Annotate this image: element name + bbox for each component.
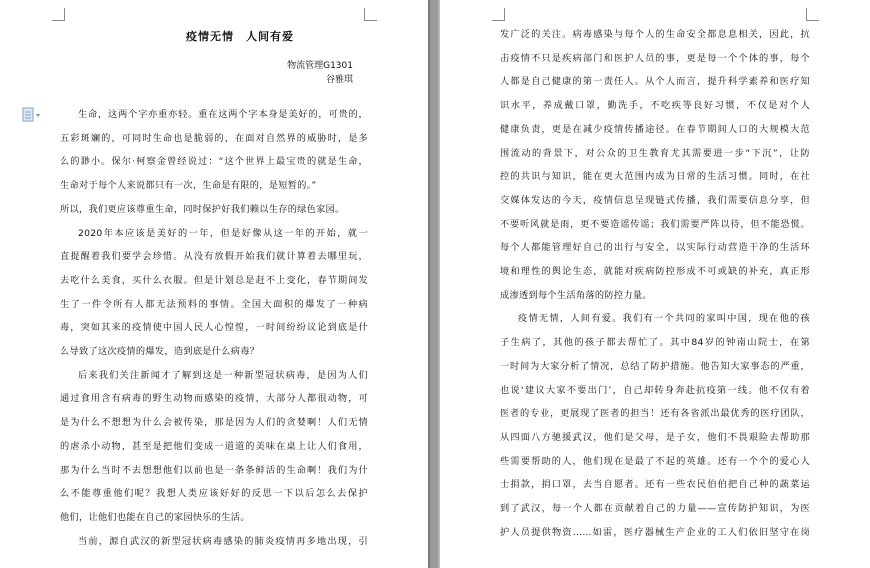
text-line: 么不能尊重他们呢？我想人类应该好好的反思一下以后怎么去保护: [60, 488, 368, 500]
text-line: 所以，我们更应该尊重生命，同时保护好我们赖以生存的绿色家园。: [60, 203, 345, 215]
text-line: 的虐杀小动物，甚至是把他们变成一道道的美味在桌上让人们食用，: [60, 440, 368, 452]
text-line: 护人员提供物资……如雷，医疗器械生产企业的工人们依旧坚守在岗: [500, 526, 810, 538]
text-line: 医者的专业，更展现了医者的担当！还有各省派出最优秀的医疗团队，: [500, 408, 810, 420]
text-line: 他们，让他们也能在自己的家园快乐的生活。: [60, 511, 250, 523]
text-line: 2020年本应该是美好的一年，但是好像从这一年的开始，就一: [78, 227, 368, 239]
text-line: 去吃什么美食，买什么衣服。但是计划总是赶不上变化，春节期间发: [60, 274, 368, 286]
text-line: 围流动的背景下，对公众的卫生教育尤其需要进一步“下沉”，让防: [500, 147, 810, 159]
text-line: 当前，源自武汉的新型冠状病毒感染的肺炎疫情再多地出现，引: [78, 535, 368, 547]
margin-corner-top-right: [806, 8, 819, 21]
text-line: 么的渺小。保尔·柯察金曾经说过：“这个世界上最宝贵的就是生命，: [60, 156, 368, 168]
paste-options-icon[interactable]: [22, 107, 42, 123]
text-line: 发广泛的关注。病毒感染与每个人的生命安全都息息相关，因此，抗: [500, 29, 810, 40]
author-class: 物流管理G1301: [287, 61, 353, 71]
text-line: 成渗透到每个生活角落的防控力量。: [500, 289, 652, 301]
text-line: 士捐款，捐口罩，去当自愿者。还有一些农民伯伯把自己种的蔬菜运: [500, 479, 810, 491]
text-line: 直提醒着我们要学会珍惜。从没有放假开始我们就计算着去哪里玩，: [60, 251, 368, 263]
text-line: 些需要帮助的人，他们现在是最了不起的英雄。还有一个个的爱心人: [500, 455, 810, 467]
text-line: 生命，这两个字亦重亦轻。重在这两个字本身是美好的，可贵的，: [78, 109, 368, 120]
text-line: 疫情无情，人间有爱。我们有一个共同的家叫中国，现在他的孩: [518, 313, 810, 325]
text-line: 击疫情不只是疾病部门和医护人员的事，更是每一个个体的事，每个: [500, 52, 810, 64]
text-line: 控的共识与知识，能在更大范围内成为日常的生活习惯。同时，在社: [500, 171, 810, 183]
document-page-right: [440, 0, 870, 568]
text-line: 是为什么不想想为什么会被传染，那是因为人们的贪婪啊！人们无情: [60, 417, 368, 429]
text-line: 也说‘建议大家不要出门’，自己却转身奔赴抗疫第一线。他不仅有着: [500, 384, 810, 396]
text-line: 生了一件令所有人都无法预料的事情。全国大面积的爆发了一种病: [60, 298, 368, 310]
text-line: 毒，突如其来的疫情使中国人民人心惶惶，一时间纷纷议论到底是什: [60, 322, 368, 334]
margin-corner-top-right: [364, 8, 377, 21]
essay-title: 疫情无情 人间有爱: [186, 30, 294, 43]
text-line: 那为什么当时不去想想他们以前也是一条条鲜活的生命啊！我们为什: [60, 464, 368, 476]
text-line: 境和理性的舆论生态，就能对疾病防控形成不可或缺的补充，真正形: [500, 266, 810, 277]
text-line: 不要听风就是雨，更不要造谣传谣；我们需要严阵以待，但不能恐慌。: [500, 218, 810, 230]
author-name: 谷雅琪: [325, 75, 353, 85]
document-page-left: [0, 0, 428, 568]
page-gutter: [428, 0, 440, 568]
text-line: 五彩斑斓的，可同时生命也是脆弱的，在面对自然界的威胁时，是多: [60, 132, 368, 144]
text-line: 识水平，养成戴口罩，勤洗手，不吃疾等良好习惯，不仅是对个人: [500, 100, 810, 112]
text-line: 健康负责，更是在减少疫情传播途径。在春节期间人口的大规模大范: [500, 123, 810, 135]
text-line: 从四面八方驰援武汉，他们是父母，是子女，他们不畏艰险去帮助那: [500, 431, 810, 443]
text-line: 生命对于每个人来说都只有一次，生命是有限的，是短暂的。”: [60, 180, 317, 192]
text-line: 么导致了这次疫情的爆发，造到底是什么病毒？: [60, 346, 260, 357]
text-line: 到了武汉，每一个人都在贡献着自己的力量——宣传防护知识，为医: [500, 503, 810, 514]
text-line: 一时间为大家分析了情况，总结了防护措施。他告知大家事态的严重，: [500, 360, 810, 372]
margin-corner-top-left: [52, 8, 65, 21]
text-line: 后来我们关注新闻才了解到这是一种新型冠状病毒，是因为人们: [78, 369, 368, 381]
text-line: 交媒体发达的今天，疫情信息呈现链式传播，我们需要信息分享，但: [500, 194, 810, 206]
margin-corner-top-left: [492, 8, 505, 21]
text-line: 每个人都能管理好自己的出行与安全，以实际行动营造干净的生活环: [500, 242, 810, 254]
text-line: 通过食用含有病毒的野生动物而感染的疫情，大部分人都很动物，可: [60, 393, 368, 405]
text-line: 子生病了，其他的孩子都去帮忙了。其中84岁的钟南山院士，在第: [500, 337, 810, 349]
text-line: 人都是自己健康的第一责任人。从个人而言，提升科学素养和医疗知: [500, 76, 810, 88]
